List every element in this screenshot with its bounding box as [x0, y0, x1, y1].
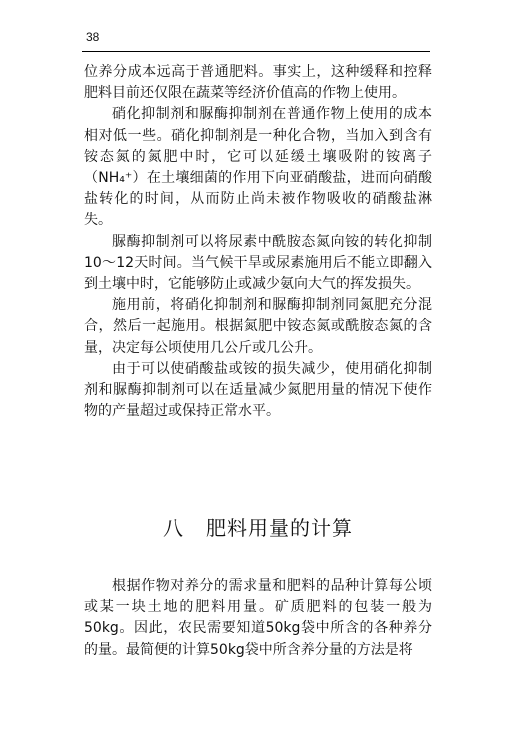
paragraph: 硝化抑制剂和脲酶抑制剂在普通作物上使用的成本相对低一些。硝化抑制剂是一种化合物，当加入到含有铵态氮的氮肥中时，它可以延缓土壤吸附的铵离子（NH₄⁺）在土壤细菌的作用下向亚硝酸盐，进而向硝酸盐转化的时间，从而防止尚未被作物吸收的硝酸盐淋失。 [84, 106, 432, 229]
paragraph: 位养分成本远高于普通肥料。事实上，这种缓释和控释肥料目前还仅限在蔬菜等经济价值高的作物上使用。 [84, 64, 432, 102]
paragraph: 由于可以使硝酸盐或铵的损失减少，使用硝化抑制剂和脲酶抑制剂可以在适量减少氮肥用量的情况下使作物的产量超过或保持正常水平。 [84, 360, 432, 420]
header-rule [82, 51, 430, 52]
paragraph: 脲酶抑制剂可以将尿素中酰胺态氮向铵的转化抑制10～12天时间。当气候干旱或尿素施用后不能立即翻入到土壤中时，它能够防止或减少氨向大气的挥发损失。 [84, 233, 432, 293]
body-text-bottom [84, 576, 432, 661]
section-heading [0, 512, 516, 541]
paragraph: 根据作物对养分的需求量和肥料的品种计算每公顷或某一块土地的肥料用量。矿质肥料的包装一般为50kg。因此，农民需要知道50kg袋中所含的各种养分的量。最简便的计算50kg袋中所含养分量的方法是将 [84, 578, 432, 658]
section-title: 肥料用量的计算 [206, 516, 353, 540]
page-number: 38 [86, 30, 100, 44]
body-text-top [84, 62, 432, 422]
paragraph: 施用前，将硝化抑制剂和脲酶抑制剂同氮肥充分混合，然后一起施用。根据氮肥中铵态氮或酰胺态氮的含量，决定每公顷使用几公斤或几公升。 [84, 297, 432, 356]
section-number: 八 [163, 516, 184, 540]
